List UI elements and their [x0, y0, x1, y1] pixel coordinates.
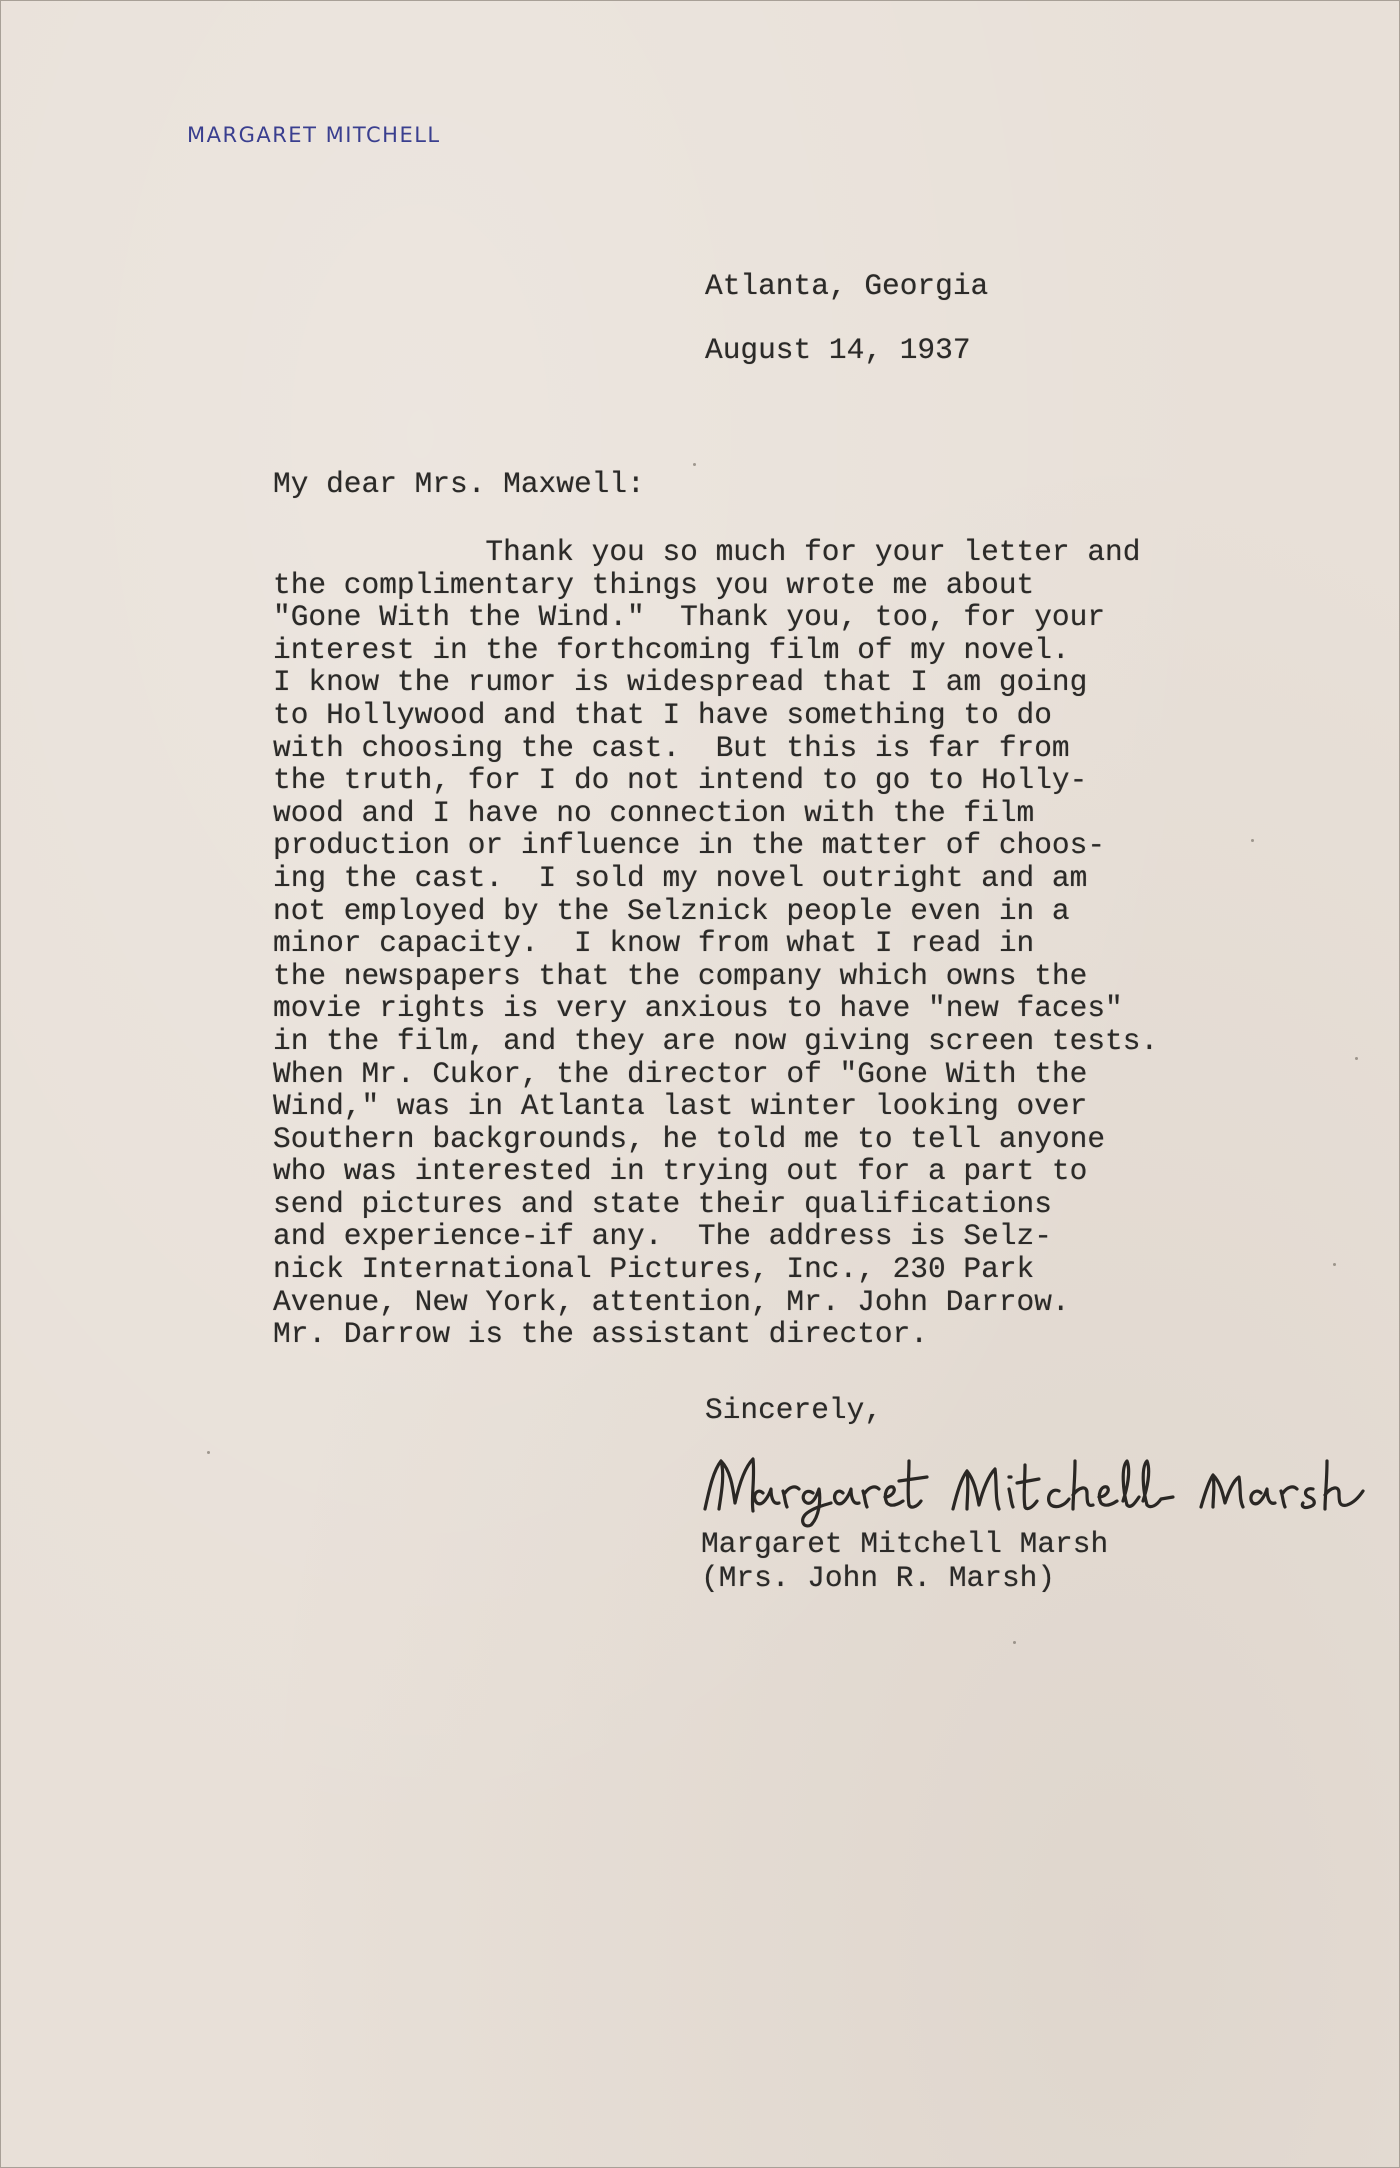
- typed-name: Margaret Mitchell Marsh: [701, 1527, 1109, 1561]
- letter-body-line: the truth, for I do not intend to go to Holly-: [273, 763, 1088, 798]
- letter-body-line: and experience-if any. The address is Selz-: [273, 1219, 1052, 1254]
- letter-body-line: Wind," was in Atlanta last winter looking over: [273, 1089, 1088, 1124]
- letter-body-line: Mr. Darrow is the assistant director.: [273, 1317, 929, 1352]
- paper-speck: [693, 463, 696, 466]
- paper-speck: [207, 1451, 210, 1454]
- paper-speck: [1013, 1641, 1016, 1644]
- letter-body-line: nick International Pictures, Inc., 230 Park: [273, 1252, 1035, 1287]
- letter-body-line: wood and I have no connection with the film: [273, 795, 1035, 830]
- letter-body-line: Thank you so much for your letter and: [273, 535, 1141, 569]
- letter-body-line: who was interested in trying out for a part to: [273, 1154, 1088, 1189]
- letter-body-line: When Mr. Cukor, the director of "Gone With the: [273, 1056, 1088, 1091]
- handwritten-signature: [691, 1431, 1371, 1531]
- letter-body-line: Avenue, New York, attention, Mr. John Darrow.: [273, 1284, 1070, 1319]
- salutation: My dear Mrs. Maxwell:: [273, 467, 645, 501]
- letter-body-line: interest in the forthcoming film of my novel.: [273, 632, 1070, 667]
- date-line: August 14, 1937: [705, 333, 971, 367]
- letter-body: [273, 536, 1158, 1351]
- place-line: Atlanta, Georgia: [705, 269, 989, 303]
- letter-body-line: "Gone With the Wind." Thank you, too, for your: [273, 600, 1106, 635]
- letter-body-line: the newspapers that the company which owns the: [273, 958, 1088, 993]
- letter-body-line: not employed by the Selznick people even in a: [273, 893, 1070, 928]
- letterhead: MARGARET MITCHELL: [187, 123, 441, 147]
- letter-body-line: in the film, and they are now giving screen tests.: [273, 1023, 1159, 1058]
- paper-speck: [1251, 839, 1254, 842]
- letter-body-line: to Hollywood and that I have something to do: [273, 697, 1052, 732]
- typed-name-married: (Mrs. John R. Marsh): [701, 1561, 1056, 1595]
- letter-body-line: production or influence in the matter of choos-: [273, 828, 1106, 863]
- letter-body-line: the complimentary things you wrote me about: [273, 567, 1035, 602]
- letter-body-line: send pictures and state their qualifications: [273, 1186, 1052, 1221]
- letter-body-line: ing the cast. I sold my novel outright and am: [273, 860, 1088, 895]
- closing: Sincerely,: [705, 1393, 883, 1427]
- paper-speck: [1333, 1263, 1336, 1266]
- letter-body-line: minor capacity. I know from what I read in: [273, 926, 1035, 961]
- paper-speck: [1355, 1057, 1358, 1060]
- letter-body-line: movie rights is very anxious to have "new faces": [273, 991, 1123, 1026]
- letter-body-line: Southern backgrounds, he told me to tell anyone: [273, 1121, 1106, 1156]
- letter-body-line: with choosing the cast. But this is far from: [273, 730, 1070, 765]
- letter-body-line: I know the rumor is widespread that I am going: [273, 665, 1088, 700]
